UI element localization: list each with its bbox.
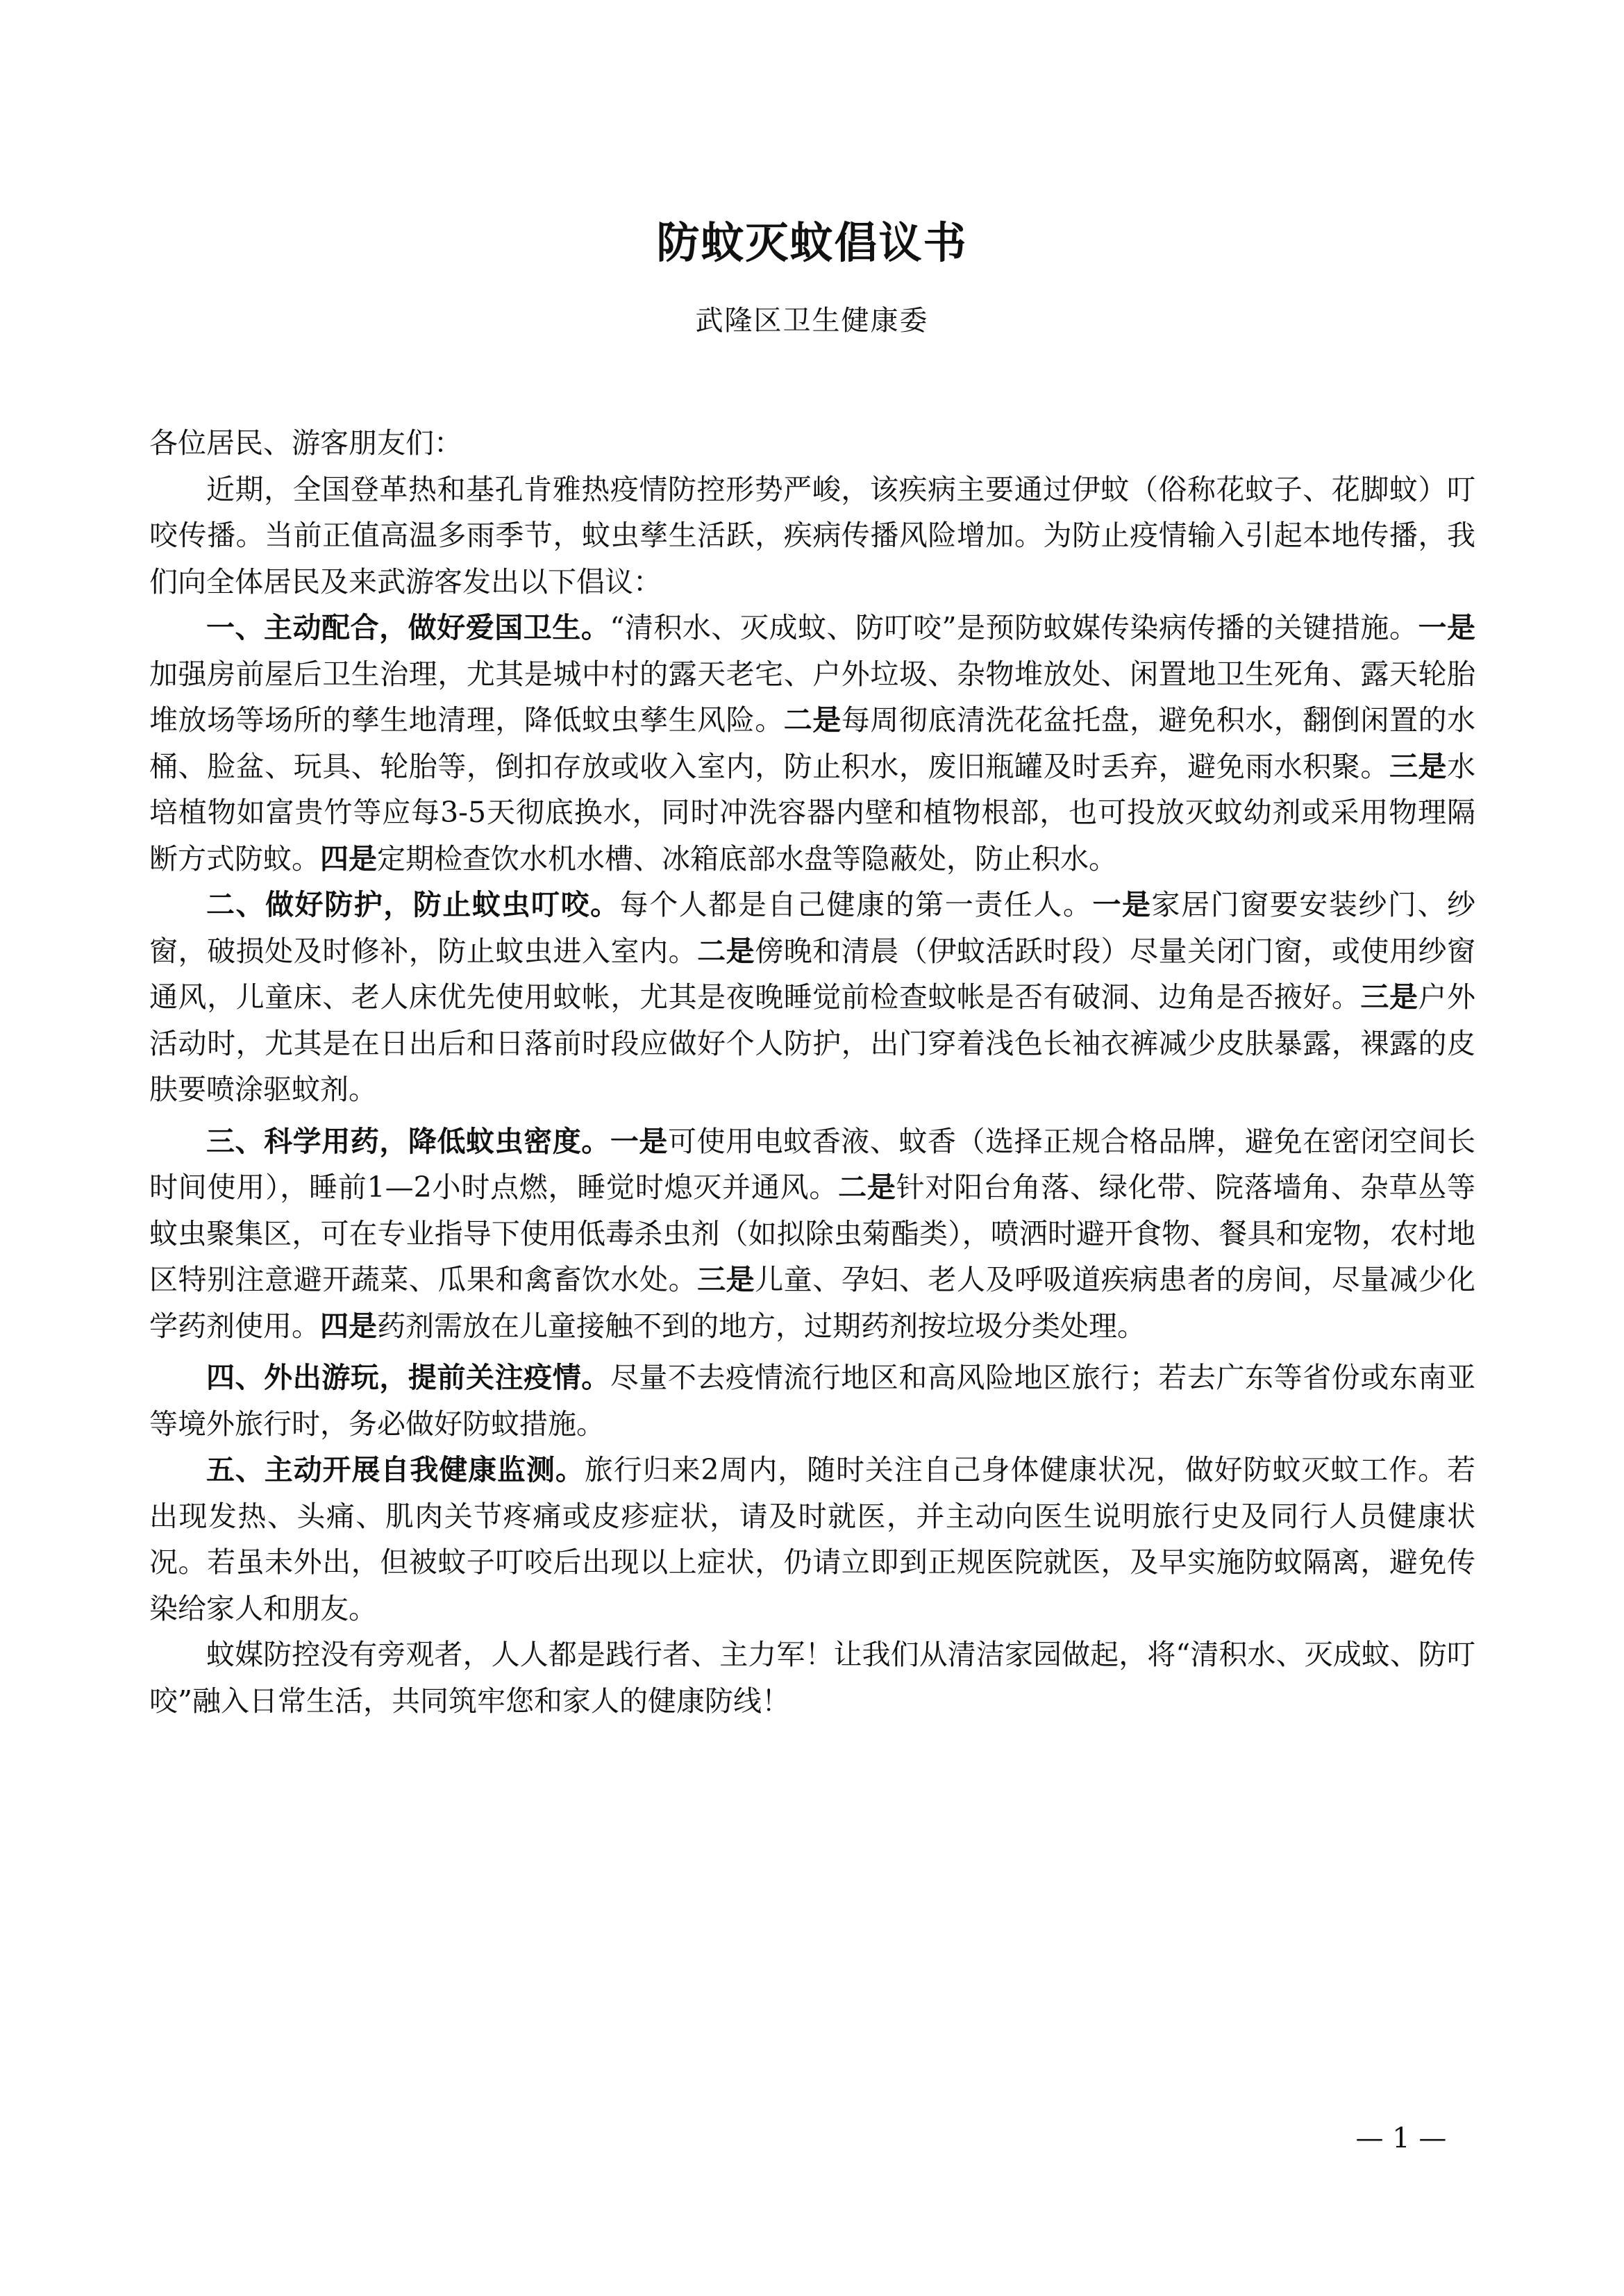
section-1-text-3: 水培植物如富贵竹等应每3-5天彻底换水，同时冲洗容器内壁和植物根部，也可投放灭蚊幼剂或采用物理隔断方式防蚊。 — [149, 749, 1476, 875]
section-3-text-0: 可使用电蚊香液、蚊香（选择正规合格品牌，避免在密闭空间长时间使用），睡前1—2小时点燃，睡觉时熄灭并通风。 — [149, 1124, 1476, 1204]
section-2-marker-2: 二是 — [697, 934, 755, 968]
section-3-marker-2: 三是 — [697, 1263, 755, 1296]
section-3-paragraph — [149, 1118, 1475, 1350]
section-4-text-0: 尽量不去疫情流行地区和高风险地区旅行；若去广东等省份或东南亚等境外旅行时，务必做好防蚊措施。 — [149, 1361, 1475, 1441]
section-1-marker-1: 一是 — [1418, 611, 1476, 644]
document-title: 防蚊灭蚊倡议书 — [656, 217, 968, 268]
salutation: 各位居民、游客朋友们： — [149, 426, 462, 460]
section-2-text-0: 每个人都是自己健康的第一责任人。 — [619, 888, 1093, 921]
section-2-marker-3: 三是 — [1360, 980, 1418, 1014]
section-3-marker-3: 四是 — [320, 1309, 377, 1343]
section-2-text-2: 傍晚和清晨（伊蚊活跃时段）尽量关闭门窗，或使用纱窗通风，儿童床、老人床优先使用蚊帐，尤其是夜晚睡觉前检查蚊帐是否有破洞、边角是否掖好。 — [149, 934, 1476, 1014]
section-1-heading: 一、主动配合，做好爱国卫生。 — [206, 611, 610, 644]
section-2-heading: 二、做好防护，防止蚊虫叮咬。 — [206, 888, 620, 921]
section-2-text-3: 户外活动时，尤其是在日出后和日落前时段应做好个人防护，出门穿着浅色长袖衣裤减少皮肤暴露，裸露的皮肤要喷涂驱蚊剂。 — [149, 980, 1476, 1106]
section-1-text-0: “清积水、灭成蚊、防叮咬”是预防蚊媒传染病传播的关键措施。 — [610, 611, 1418, 644]
section-3-text-1: 针对阳台角落、绿化带、院落墙角、杂草丛等蚊虫聚集区，可在专业指导下使用低毒杀虫剂（如拟除虫菊酯类），喷洒时避开食物、餐具和宠物，农村地区特别注意避开蔬菜、瓜果和禽畜饮水处。 — [149, 1171, 1475, 1296]
section-1-text-2: 每周彻底清洗花盆托盘，避免积水，翻倒闲置的水桶、脸盆、玩具、轮胎等，倒扣存放或收入室内，防止积水，废旧瓶罐及时丢弃，避免雨水积聚。 — [149, 703, 1476, 783]
section-2-text-1: 家居门窗要安装纱门、纱窗，破损处及时修补，防止蚊虫进入室内。 — [149, 888, 1476, 968]
section-5-paragraph — [149, 1447, 1475, 1632]
section-3-marker-0: 一是 — [610, 1124, 668, 1158]
closing-paragraph: 蚊媒防控没有旁观者，人人都是践行者、主力军！让我们从清洁家园做起，将“清积水、灭成蚊、防叮咬”融入日常生活，共同筑牢您和家人的健康防线！ — [149, 1638, 1475, 1718]
page-number: — 1 — — [1355, 2122, 1447, 2154]
section-1-marker-3: 三是 — [1389, 749, 1448, 783]
section-3-marker-1: 二是 — [838, 1171, 896, 1204]
section-1-paragraph — [149, 605, 1475, 882]
section-1-text-1: 加强房前屋后卫生治理，尤其是城中村的露天老宅、户外垃圾、杂物堆放处、闲置地卫生死角、露天轮胎堆放场等场所的孳生地清理，降低蚊虫孳生风险。 — [149, 657, 1475, 737]
section-3-text-3: 药剂需放在儿童接触不到的地方，过期药剂按垃圾分类处理。 — [377, 1309, 1146, 1343]
section-3-heading: 三、科学用药，降低蚊虫密度。 — [206, 1124, 610, 1158]
section-5-heading: 五、主动开展自我健康监测。 — [206, 1453, 585, 1486]
section-2-marker-1: 一是 — [1092, 888, 1152, 921]
section-5-text-0: 旅行归来2周内，随时关注自己身体健康状况，做好防蚊灭蚊工作。若出现发热、头痛、肌肉关节疼痛或皮疹症状，请及时就医，并主动向医生说明旅行史及同行人员健康状况。若虽未外出，但被蚊子叮咬后出现以上症状，仍请立即到正规医院就医，及早实施防蚊隔离，避免传染给家人和朋友。 — [149, 1453, 1475, 1625]
intro-paragraph: 近期，全国登革热和基孔肯雅热疫情防控形势严峻，该疾病主要通过伊蚊（俗称花蚊子、花脚蚊）叮咬传播。当前正值高温多雨季节，蚊虫孳生活跃，疾病传播风险增加。为防止疫情输入引起本地传播，我们向全体居民及来武游客发出以下倡议： — [149, 472, 1475, 598]
section-1-marker-2: 二是 — [783, 703, 842, 737]
section-1-marker-4: 四是 — [320, 841, 377, 875]
document-body — [149, 420, 1475, 1724]
section-3-text-2: 儿童、孕妇、老人及呼吸道疾病患者的房间，尽量减少化学药剂使用。 — [149, 1263, 1476, 1343]
section-4-heading: 四、外出游玩，提前关注疫情。 — [206, 1361, 610, 1394]
document-author: 武隆区卫生健康委 — [695, 305, 929, 337]
section-1-text-4: 定期检查饮水机水槽、冰箱底部水盘等隐蔽处，防止积水。 — [377, 841, 1117, 875]
section-4-paragraph — [149, 1355, 1475, 1447]
section-2-paragraph — [149, 882, 1475, 1113]
